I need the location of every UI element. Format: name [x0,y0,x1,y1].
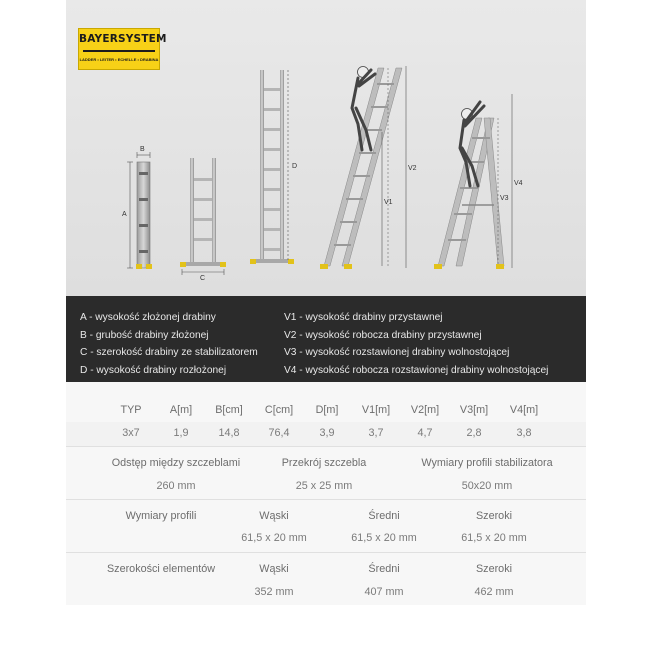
dim-value: 76,4 [268,427,290,439]
specification-tables [66,382,586,650]
profile-medium-header: Średni [368,510,400,522]
width-narrow-value: 352 mm [254,586,294,598]
label-b: B [140,146,145,153]
rung-specs-table [66,447,586,499]
profile-narrow-value: 61,5 x 20 mm [241,532,307,544]
dimensions-values [66,422,586,446]
dim-value: 4,7 [417,427,433,439]
folded-ladder-side [127,152,152,269]
legend-item-v4: V4 - wysokość robocza rozstawionej drabiny wolnostojącej [284,364,549,376]
rung-profile-header: Przekrój szczebla [281,457,367,469]
rung-spacing-header: Odstęp między szczeblami [111,457,241,469]
label-c: C [200,275,206,282]
label-v2: V2 [408,165,417,172]
dim-header: C[cm] [264,404,294,416]
leaning-ladder [320,66,406,269]
extended-ladder [250,70,294,264]
dim-header: D[m] [315,404,339,416]
stabilizer-profile-value: 50x20 mm [461,480,513,492]
legend-left-column [80,309,258,379]
label-v3: V3 [500,195,509,202]
width-wide-header: Szeroki [475,563,512,575]
rung-spacing-value: 260 mm [156,480,196,492]
dim-header: V1[m] [361,404,391,416]
profiles-title: Wymiary profili [125,510,197,522]
rung-profile-value: 25 x 25 mm [295,480,353,492]
dim-header: A[m] [169,404,193,416]
legend-item-a: A - wysokość złożonej drabiny [80,312,216,323]
stabilizer-profile-header: Wymiary profili stabilizatora [421,457,553,469]
dim-header: TYP [120,404,142,416]
width-medium-value: 407 mm [364,586,404,598]
legend-item-c: C - szerokość drabiny ze stabilizatorem [80,347,258,358]
profile-wide-value: 61,5 x 20 mm [461,532,527,544]
legend-item-v1: V1 - wysokość drabiny przystawnej [284,312,443,323]
dim-value: 1,9 [173,427,189,439]
dim-header: V2[m] [410,404,440,416]
dimension-legend [66,296,586,382]
brand-name: BAYERSYSTEM [79,33,167,45]
dim-value: 3,7 [368,427,384,439]
dim-value: 3,9 [319,427,335,439]
dim-header: V3[m] [459,404,489,416]
label-a: A [122,211,127,218]
freestanding-ladder [434,94,512,269]
dim-header: V4[m] [509,404,539,416]
widths-title: Szerokości elementów [106,563,216,575]
label-v4: V4 [514,180,523,187]
width-wide-value: 462 mm [474,586,514,598]
dim-value: 14,8 [218,427,240,439]
width-medium-header: Średni [368,563,400,575]
profile-wide-header: Szeroki [475,510,512,522]
legend-item-v3: V3 - wysokość rozstawionej drabiny wolnostojącej [284,347,510,358]
folded-ladder-front [180,158,226,275]
label-v1: V1 [384,199,393,206]
profile-dimensions-table [66,500,586,552]
dim-value: 3,8 [516,427,532,439]
profile-medium-value: 61,5 x 20 mm [351,532,417,544]
profile-narrow-header: Wąski [259,510,289,522]
bottom-spacer [66,605,586,650]
ladder-illustrations [66,0,586,296]
dim-header: B[cm] [215,404,243,416]
legend-item-b: B - grubość drabiny złożonej [80,329,209,341]
ladder-diagram-panel [66,0,586,296]
legend-item-d: D - wysokość drabiny rozłożonej [80,364,227,376]
label-d: D [292,163,298,170]
width-narrow-header: Wąski [259,563,289,575]
brand-tagline: LADDER • LEITER • ECHELLE • DRABINA [79,57,159,62]
dim-value: 3x7 [122,427,140,439]
dim-value: 2,8 [466,427,482,439]
element-widths-table [66,553,586,605]
product-spec-sheet [66,0,586,650]
legend-item-v2: V2 - wysokość robocza drabiny przystawnej [284,329,482,341]
legend-right-column [284,309,548,379]
